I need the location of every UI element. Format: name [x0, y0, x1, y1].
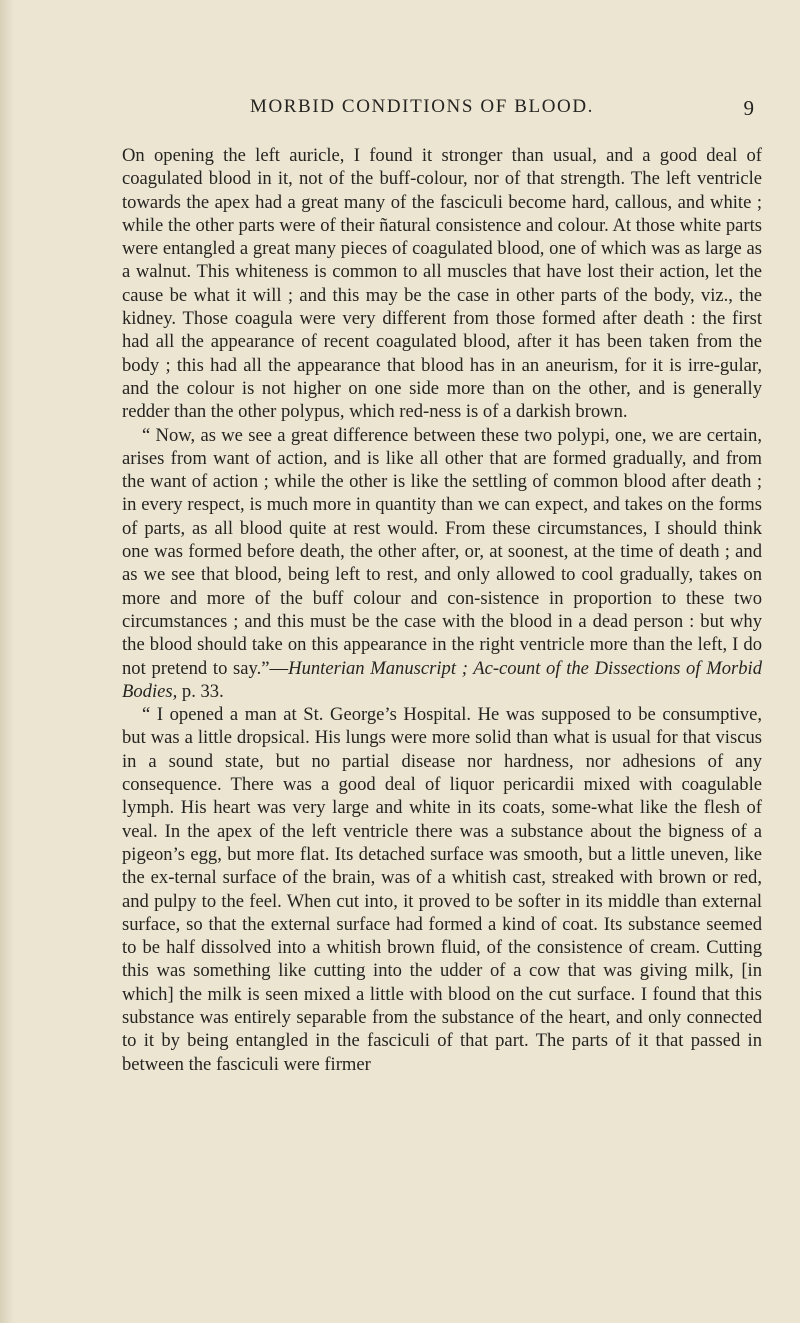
- paragraph-text: “ Now, as we see a great difference between these two polypi, one, we are certain, arises from want of action, and is like all other that are formed gradually, and from the want of action ; while the other is like the settling of common blood after death ; in every respect, is much more in quantity than we can expect, and takes on the forms of parts, as all blood quite at rest would. From these circumstances, I should think one was formed before death, the other after, or, at soonest, at the time of death ; and as we see that blood, being left to rest, and only allowed to cool gradually, takes on more and more of the buff colour and con-sistence in proportion to these two circumstances ; and this must be the case with the blood in a dead person : but why the blood should take on this appearance in the right ventricle more than the left, I do not pretend to say.”—: [122, 424, 762, 679]
- paragraph: [122, 703, 762, 1076]
- paragraph-text: On opening the left auricle, I found it stronger than usual, and a good deal of coagulated blood in it, not of the buff-colour, nor of that strength. The left ventricle towards the apex had a great many of the fasciculi become hard, callous, and white ; while the other parts were of their ñatural consistence and colour. At those white parts were entangled a great many pieces of coagulated blood, one of which was as large as a walnut. This whiteness is common to all muscles that have lost their action, let the cause be what it will ; and this may be the case in other parts of the body, viz., the kidney. Those coagula were very different from those formed after death : the first had all the appearance of recent coagulated blood, after it has been taken from the body ; this had all the appearance that blood has in an aneurism, for it is irre-gular, and the colour is not higher on one side more than on the other, and is generally redder than the other polypus, which red-ness is of a darkish brown.: [122, 145, 762, 423]
- page-number: 9: [743, 96, 754, 120]
- running-head: [122, 96, 762, 122]
- citation-page: p. 33.: [177, 680, 224, 702]
- running-title: MORBID CONDITIONS OF BLOOD.: [249, 96, 595, 117]
- citation-title: Hunterian Manuscript ; Ac-count of the Dissections of Morbid Bodies,: [122, 657, 762, 702]
- body-text: [122, 144, 762, 1076]
- paragraph: [122, 424, 762, 704]
- paragraph: [122, 144, 762, 424]
- paragraph-text: “ I opened a man at St. George’s Hospital. He was supposed to be consumptive, but was a little dropsical. His lungs were more solid than what is usual for that viscus in a sound state, but no partial disease nor hardness, nor adhesions of any consequence. There was a good deal of liquor pericardii mixed with coagulable lymph. His heart was very large and white in its coats, some-what like the flesh of veal. In the apex of the left ventricle there was a substance about the bigness of a pigeon’s egg, but more flat. Its detached surface was smooth, but a little uneven, like the ex-ternal surface of the brain, was of a whitish cast, streaked with brown or red, and pulpy to the feel. When cut into, it proved to be softer in its middle than external surface, so that the external surface had formed a kind of coat. Its substance seemed to be half dissolved into a whitish brown fluid, of the consistence of cream. Cutting this was something like cutting into the udder of a cow that was giving milk, [in which] the milk is seen mixed a little with blood on the cut surface. I found that this substance was entirely separable from the substance of the heart, and only connected to it by being entangled in the fasciculi of that part. The parts of it that passed in between the fasciculi were firmer: [122, 704, 762, 1075]
- page-binding-edge: [0, 0, 14, 1323]
